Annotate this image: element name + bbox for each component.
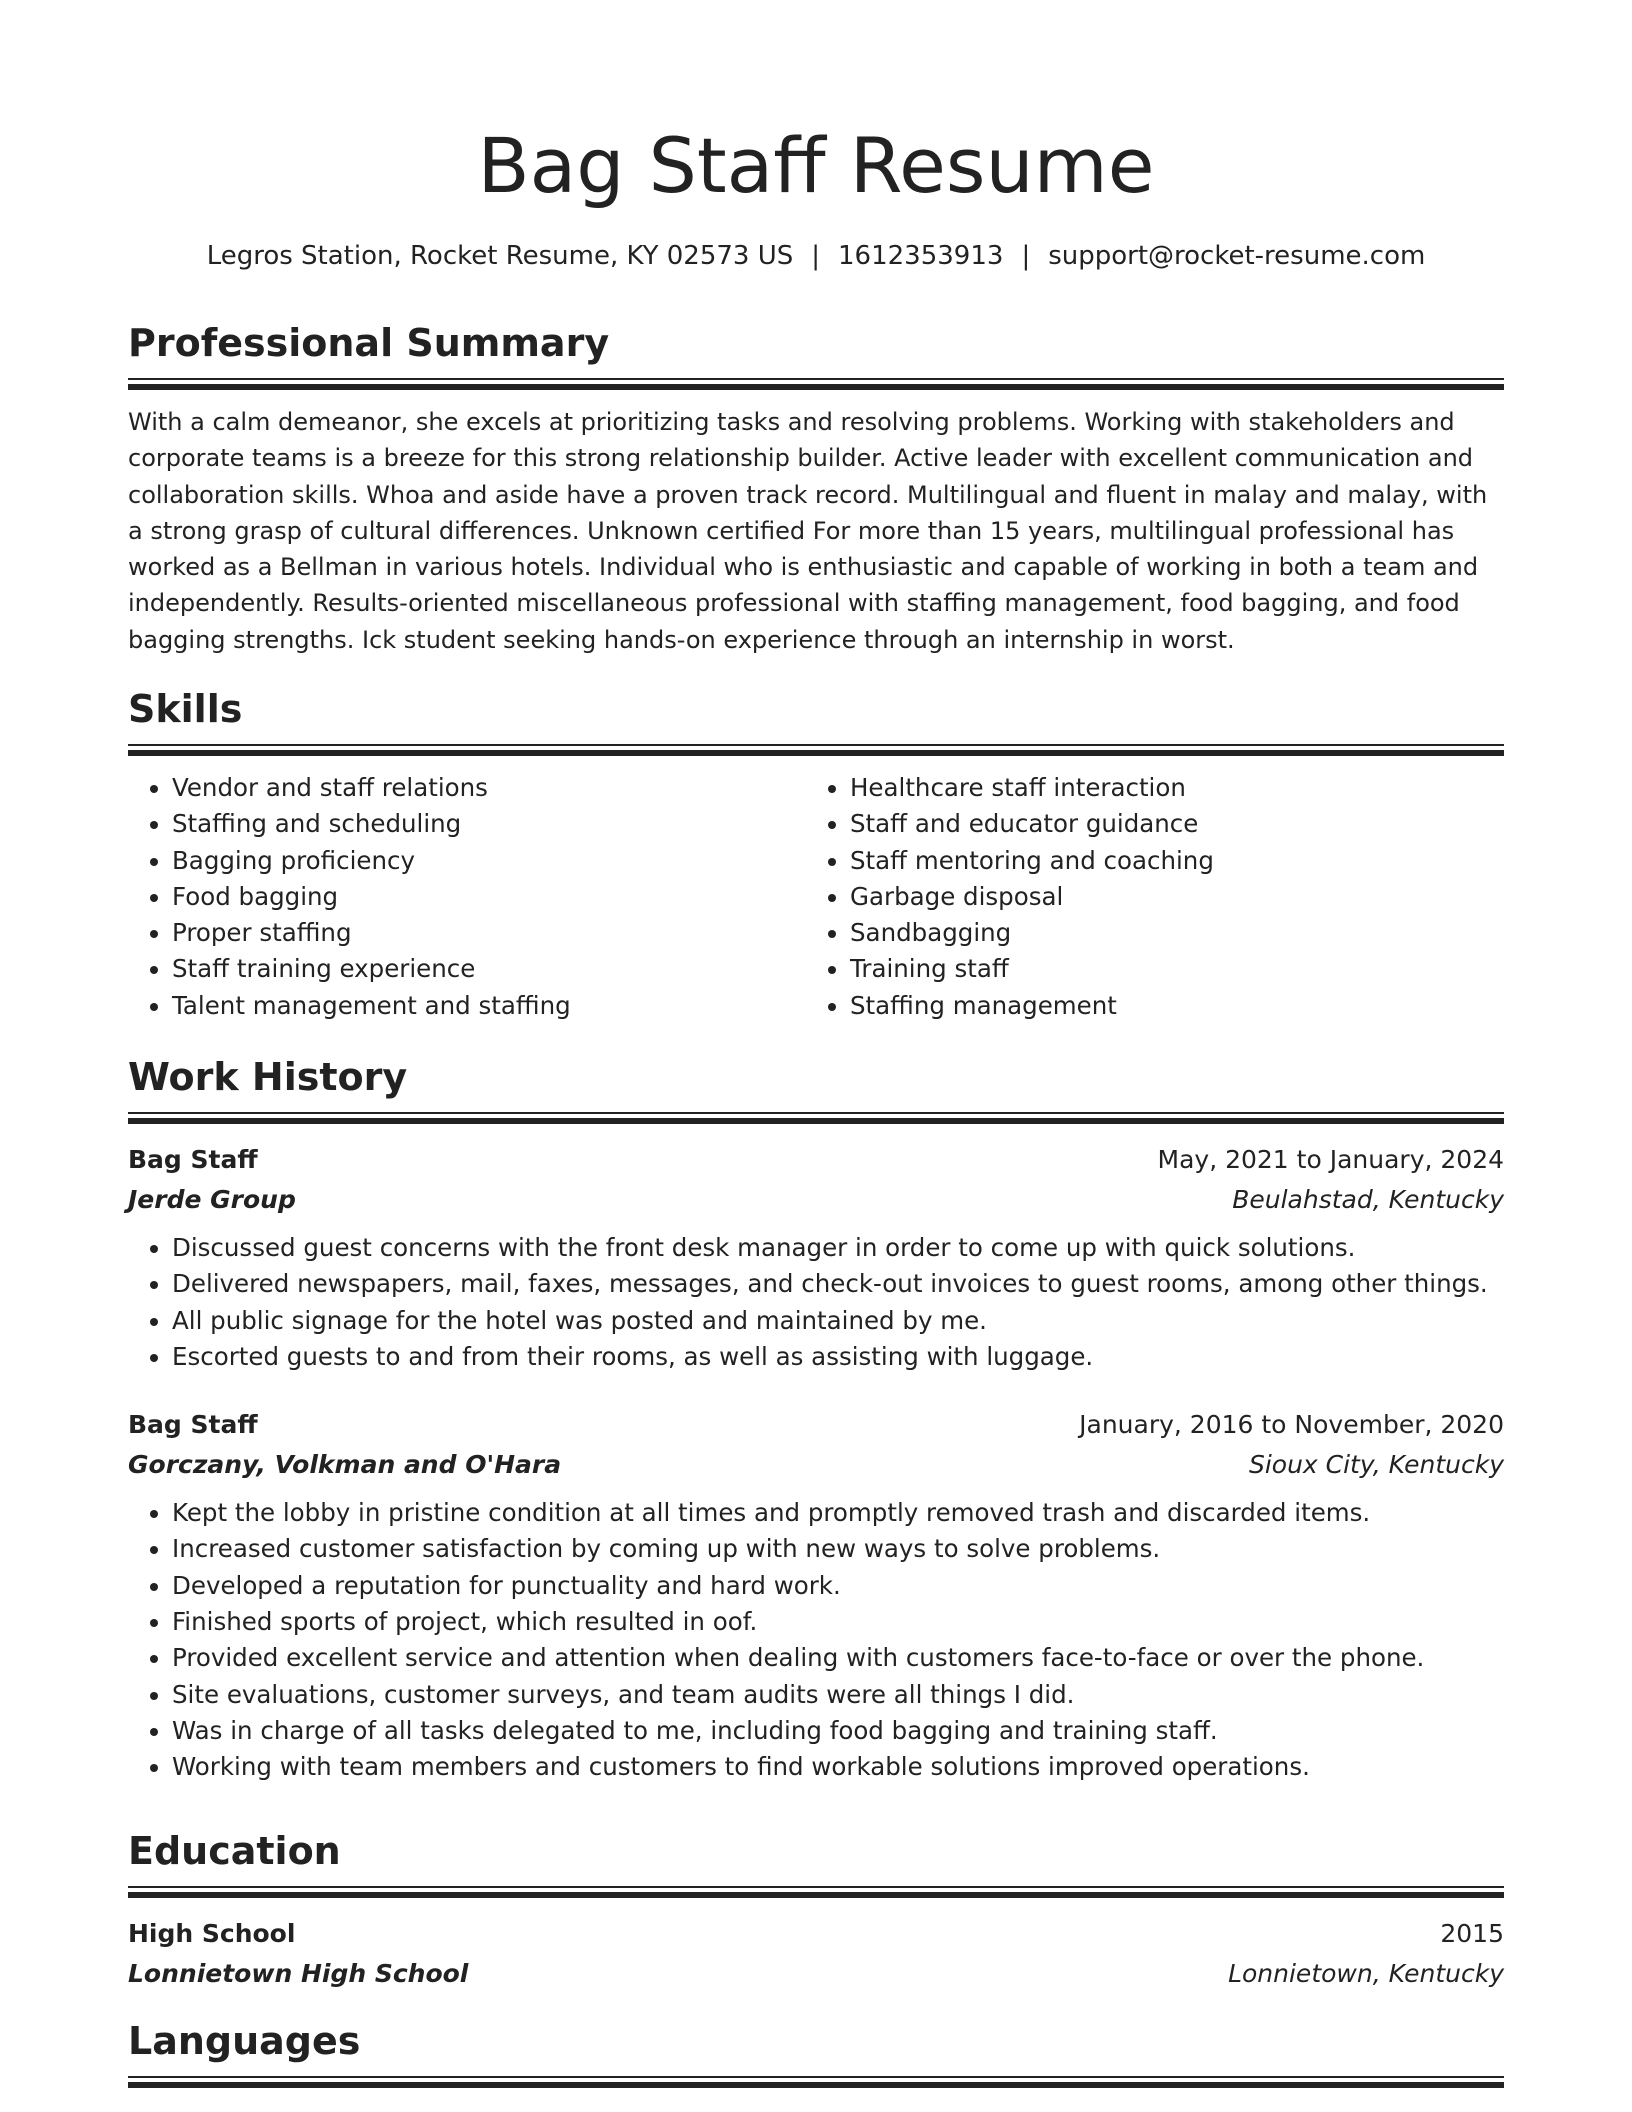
job-bullet: • Was in charge of all tasks delegated to me, including food bagging and training staff. xyxy=(172,1713,1504,1749)
job-bullet: • Increased customer satisfaction by coming up with new ways to solve problems. xyxy=(172,1531,1504,1567)
contact-address: Legros Station, Rocket Resume, KY 02573 US xyxy=(206,241,794,271)
contact-separator: | xyxy=(1021,241,1031,271)
job-company: Gorczany, Volkman and O'Hara xyxy=(128,1450,562,1480)
job-bullet: • Kept the lobby in pristine condition at all times and promptly removed trash and discarded items. xyxy=(172,1495,1504,1531)
job-bullets xyxy=(128,1230,1504,1375)
work-history-heading: Work History xyxy=(128,1055,408,1099)
contact-line xyxy=(128,238,1504,274)
section-divider xyxy=(128,2076,1504,2088)
job-entry xyxy=(128,1405,1504,1785)
languages-section xyxy=(128,2016,1504,2088)
skill-item: • Training staff xyxy=(850,951,1484,987)
job-bullet: • Delivered newspapers, mail, faxes, messages, and check-out invoices to guest rooms, among other things. xyxy=(172,1266,1504,1302)
job-header-row xyxy=(128,1405,1504,1445)
section-divider xyxy=(128,1886,1504,1898)
skill-item: • Healthcare staff interaction xyxy=(850,770,1484,806)
skills-left-column xyxy=(128,770,806,1024)
skill-item: • Garbage disposal xyxy=(850,879,1484,915)
job-bullet: • Developed a reputation for punctuality and hard work. xyxy=(172,1568,1504,1604)
job-title: Bag Staff xyxy=(128,1410,258,1440)
skill-item: • Vendor and staff relations xyxy=(172,770,806,806)
job-bullet: • Escorted guests to and from their rooms, as well as assisting with luggage. xyxy=(172,1339,1504,1375)
skill-item: • Talent management and staffing xyxy=(172,988,806,1024)
job-title: Bag Staff xyxy=(128,1145,258,1174)
contact-separator: | xyxy=(811,241,821,271)
skills-section xyxy=(128,684,1504,1024)
job-bullet: • All public signage for the hotel was posted and maintained by me. xyxy=(172,1303,1504,1339)
section-divider xyxy=(128,1112,1504,1124)
education-header-row xyxy=(128,1914,1504,1954)
job-company-row xyxy=(128,1445,1504,1485)
summary-text: With a calm demeanor, she excels at prioritizing tasks and resolving problems. Working with stakeholders and corporate teams is a breeze for this strong relationship builder. Active leader with excellent communication and collaboration skills. Whoa and aside have a proven track record. Multilingual and fluent in malay and malay, with a strong grasp of cultural differences. Unknown certified For more than 15 years, multilingual professional has worked as a Bellman in various hotels. Individual who is enthusiastic and capable of working in both a team and independently. Results-oriented miscellaneous professional with staffing management, food bagging, and food bagging strengths. Ick student seeking hands-on experience through an internship in worst. xyxy=(128,408,1488,654)
job-location: Beulahstad, Kentucky xyxy=(1232,1185,1504,1214)
job-bullet: • Working with team members and customers to find workable solutions improved operations. xyxy=(172,1749,1504,1785)
skill-item: • Staffing management xyxy=(850,988,1484,1024)
education-school-row xyxy=(128,1954,1504,1994)
education-section xyxy=(128,1826,1504,1994)
education-year: 2015 xyxy=(1440,1919,1504,1948)
education-school: Lonnietown High School xyxy=(128,1959,469,1988)
skill-item: • Bagging proficiency xyxy=(172,843,806,879)
languages-heading: Languages xyxy=(128,2019,361,2063)
education-location: Lonnietown, Kentucky xyxy=(1228,1959,1504,1988)
job-bullet: • Site evaluations, customer surveys, and team audits were all things I did. xyxy=(172,1677,1504,1713)
skills-heading: Skills xyxy=(128,687,243,731)
section-divider xyxy=(128,744,1504,756)
job-dates: January, 2016 to November, 2020 xyxy=(1079,1410,1504,1440)
job-bullet: • Finished sports of project, which resulted in oof. xyxy=(172,1604,1504,1640)
education-heading: Education xyxy=(128,1829,341,1873)
skill-item: • Staff training experience xyxy=(172,951,806,987)
job-company-row xyxy=(128,1180,1504,1220)
resume-name: Bag Staff Resume xyxy=(477,121,1155,210)
job-bullet: • Discussed guest concerns with the front desk manager in order to come up with quick solutions. xyxy=(172,1230,1504,1266)
skills-right-column xyxy=(806,770,1484,1024)
skill-item: • Food bagging xyxy=(172,879,806,915)
section-divider xyxy=(128,378,1504,390)
job-dates: May, 2021 to January, 2024 xyxy=(1157,1145,1504,1174)
skill-item: • Staff mentoring and coaching xyxy=(850,843,1484,879)
work-history-section xyxy=(128,1052,1504,1786)
education-entry xyxy=(128,1914,1504,1994)
contact-phone: 1612353913 xyxy=(838,241,1004,271)
job-company: Jerde Group xyxy=(128,1185,296,1214)
job-header-row xyxy=(128,1140,1504,1180)
skills-columns xyxy=(128,770,1504,1024)
skill-item: • Staff and educator guidance xyxy=(850,806,1484,842)
job-bullet: • Provided excellent service and attention when dealing with customers face-to-face or over the phone. xyxy=(172,1640,1504,1676)
job-entry xyxy=(128,1140,1504,1375)
skill-item: • Staffing and scheduling xyxy=(172,806,806,842)
job-bullets xyxy=(128,1495,1504,1785)
skill-item: • Proper staffing xyxy=(172,915,806,951)
job-location: Sioux City, Kentucky xyxy=(1248,1450,1504,1480)
skill-item: • Sandbagging xyxy=(850,915,1484,951)
education-degree: High School xyxy=(128,1919,296,1948)
summary-heading: Professional Summary xyxy=(128,321,610,365)
contact-email: support@rocket-resume.com xyxy=(1048,241,1426,271)
summary-section xyxy=(128,318,1504,658)
